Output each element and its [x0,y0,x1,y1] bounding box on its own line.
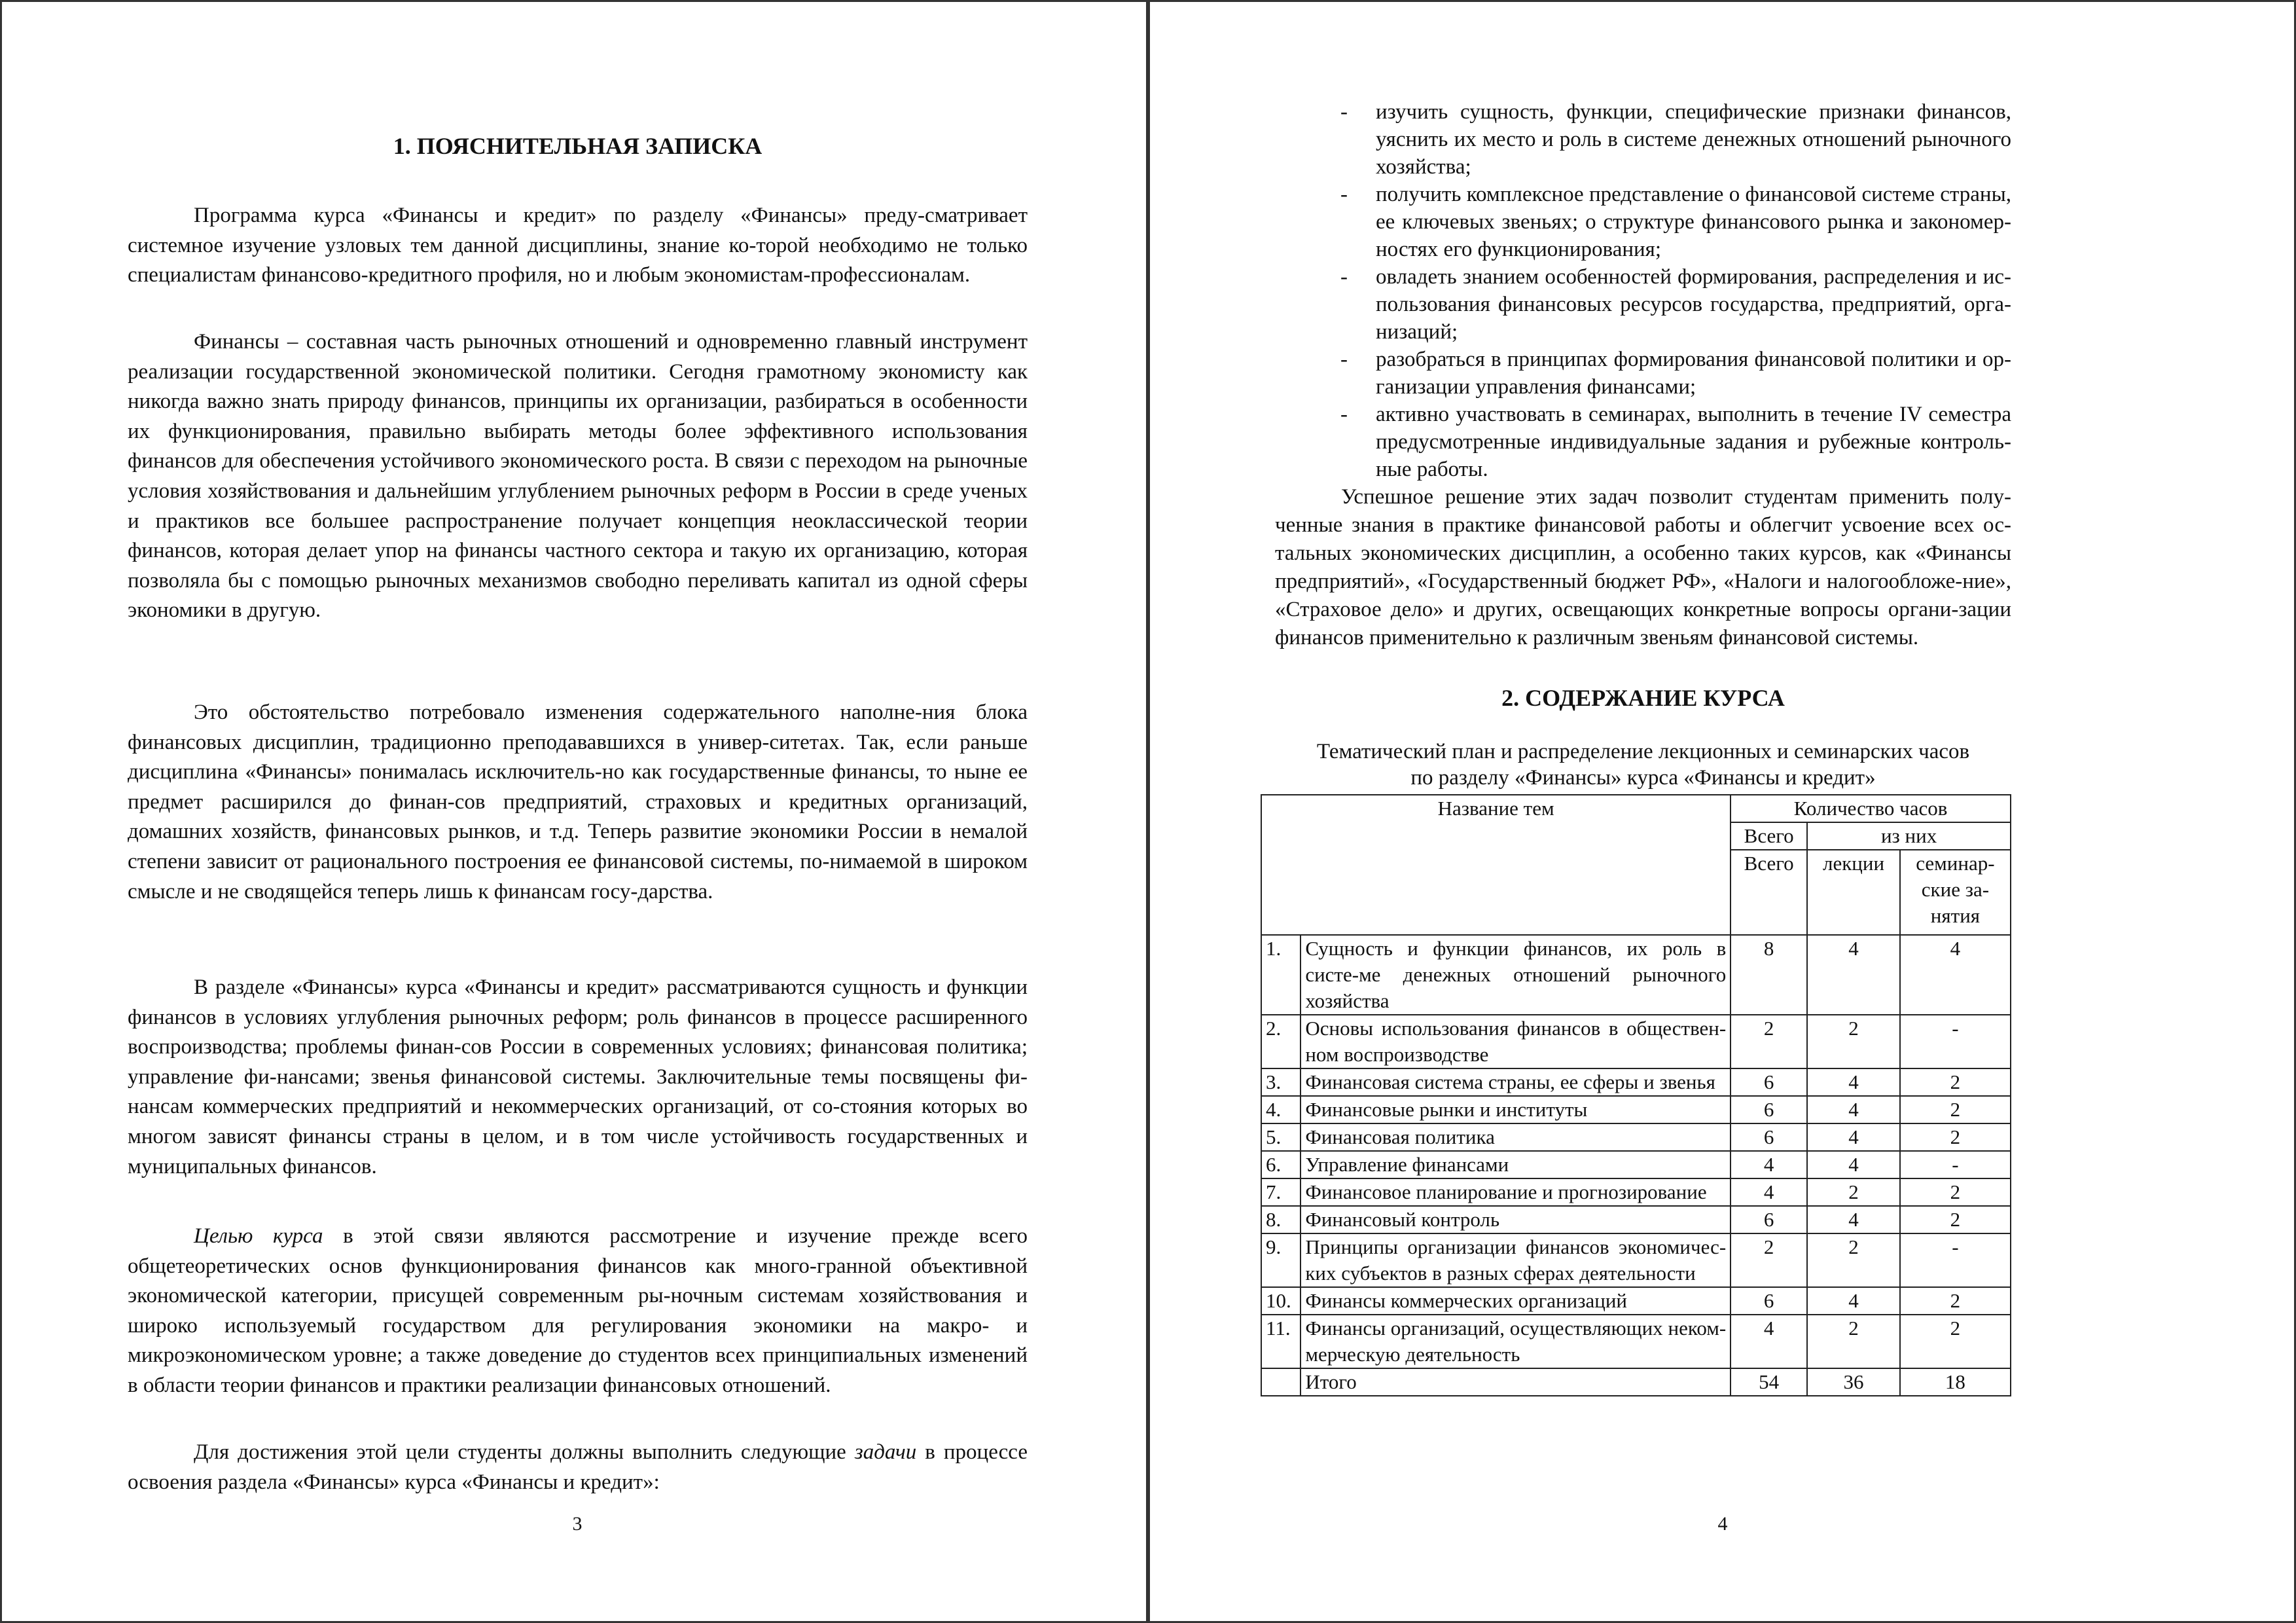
course-goal-text: в этой связи являются рассмотрение и изучение прежде всего общетеоретических основ функционирования финансов как много-гранной объективной экономической категории, присущей современным ры-ночным системам хозяйствования и широко используемый государством для регулирования экономики на макро- и микроэкономическом уровне; а также доведение до студентов всех принципиальных изменений в области теории финансов и практики реализации финансовых отношений. [128,1224,1028,1397]
table-caption-line-2: по разделу «Финансы» курса «Финансы и кредит» [1410,766,1876,790]
row-seminars: 4 [1900,935,2011,1015]
row-lectures: 4 [1807,1068,1900,1096]
row-total: 2 [1731,1233,1807,1287]
row-topic: Сущность и функции финансов, их роль в систе-ме денежных отношений рыночного хозяйства [1300,935,1731,1015]
paragraph-conclusion: Успешное решение этих задач позволит студентам применить полу-ченные знания в практике финансовой работы и облегчит усвоение всех ос-тальных экономических дисциплин, а особенно таких курсов, как «Финансы предприятий», «Государственный бюджет РФ», «Налоги и налогообложе-ние», «Страховое дело» и других, освещающих конкретные вопросы органи-зации финансов применительно к различным звеньям финансовой системы. [1275,485,2011,649]
bullet-dash: - [1340,348,1348,371]
row-total: 8 [1731,935,1807,1015]
section-1-heading: 1. ПОЯСНИТЕЛЬНАЯ ЗАПИСКА [393,133,762,159]
row-total: 4 [1731,1315,1807,1368]
row-topic: Финансовая система страны, ее сферы и звенья [1300,1068,1731,1096]
bullet-dash: - [1340,265,1348,289]
tasks-list [1340,98,2011,483]
row-seminars: - [1900,1151,2011,1178]
row-number: 1. [1261,935,1300,1015]
row-seminars: - [1900,1233,2011,1287]
task-text: изучить сущность, функции, специфические признаки финансов, уяснить их место и роль в системе денежных отношений рыночного хозяйства; [1376,100,2011,179]
total-row-number [1261,1368,1300,1396]
header-total: Всего [1731,822,1807,850]
row-total: 6 [1731,1068,1807,1096]
task-text: получить комплексное представление о финансовой системе страны, ее ключевых звеньях; о структуре финансового рынка и закономер-ностях его функционирования; [1376,183,2011,261]
row-topic: Финансовая политика [1300,1123,1731,1151]
table-row [1261,1233,2011,1287]
row-total: 6 [1731,1123,1807,1151]
page-number-right: 4 [1717,1513,1728,1535]
section-2-heading: 2. СОДЕРЖАНИЕ КУРСА [1501,685,1785,711]
course-goal-term: Целью курса [194,1224,323,1248]
row-lectures: 4 [1807,1096,1900,1123]
row-number: 10. [1261,1287,1300,1315]
tasks-intro-text: Для достижения этой цели студенты должны выполнить следующие [194,1440,846,1464]
row-lectures: 4 [1807,1151,1900,1178]
bullet-dash: - [1340,183,1348,206]
task-item [1340,181,2011,263]
row-number: 7. [1261,1178,1300,1206]
row-topic: Финансовые рынки и институты [1300,1096,1731,1123]
row-total: 2 [1731,1015,1807,1068]
table-row [1261,1015,2011,1068]
paragraph-tasks-intro [128,1438,1028,1497]
row-number: 6. [1261,1151,1300,1178]
header-lectures: лекции [1807,850,1900,935]
table-row [1261,1287,2011,1315]
tasks-term: задачи [854,1440,917,1464]
row-topic: Принципы организации финансов экономичес-ких субъектов в разных сферах деятельности [1300,1233,1731,1287]
row-total: 6 [1731,1096,1807,1123]
task-text: разобраться в принципах формирования финансовой политики и ор-ганизации управления финансами; [1376,348,2011,399]
row-seminars: 2 [1900,1178,2011,1206]
task-item [1340,346,2011,401]
row-total: 6 [1731,1287,1807,1315]
row-topic: Управление финансами [1300,1151,1731,1178]
page-number-left: 3 [572,1513,583,1535]
row-seminars: 2 [1900,1068,2011,1096]
task-item [1340,263,2011,346]
row-lectures: 2 [1807,1315,1900,1368]
row-total: 6 [1731,1206,1807,1233]
row-lectures: 4 [1807,1123,1900,1151]
bullet-dash: - [1340,403,1348,426]
paragraph-section-topics: В разделе «Финансы» курса «Финансы и кредит» рассматриваются сущность и функции финансов в условиях углубления рыночных реформ; роль финансов в процессе расширенного воспроизводства; проблемы финан-сов России в современных условиях; финансовая политика; управление фи-нансами; звенья финансовой системы. Заключительные темы посвящены фи-нансам коммерческих предприятий и некоммерческих организаций, от со-стояния которых во многом зависят финансы страны в целом, и в том числе устойчивость государственных и муниципальных финансов. [128,976,1028,1178]
table-row [1261,935,2011,1015]
row-number: 3. [1261,1068,1300,1096]
table-row [1261,1068,2011,1096]
row-topic: Финансы организаций, осуществляющих неком-мерческую деятельность [1300,1315,1731,1368]
row-lectures: 4 [1807,1287,1900,1315]
total-hours: 54 [1731,1368,1807,1396]
row-lectures: 2 [1807,1178,1900,1206]
table-caption [1275,739,2011,791]
right-page [1148,0,2296,1623]
header-seminars: семинар-ские за-нятия [1900,850,2011,935]
tasks-intro-tail: в процессе освоения раздела «Финансы» курса «Финансы и кредит»: [128,1440,1028,1494]
table-row [1261,1178,2011,1206]
row-topic: Финансовое планирование и прогнозирование [1300,1178,1731,1206]
header-hours: Количество часов [1731,795,2011,822]
row-seminars: 2 [1900,1096,2011,1123]
row-seminars: 2 [1900,1315,2011,1368]
row-seminars: 2 [1900,1206,2011,1233]
paragraph-finance-definition: Финансы – составная часть рыночных отношений и одновременно главный инструмент реализации государственной экономической политики. Сегодня грамотному экономисту как никогда важно знать природу финансов, принципы их организации, разбираться в особенности их функционирования, правильно выбирать методы более эффективного использования финансов для обеспечения устойчивого экономического роста. В связи с переходом на рыночные условия хозяйствования и дальнейшим углублением рыночных реформ в России в среде ученых и практиков все большее распространение получает концепция неоклассической теории финансов, которая делает упор на финансы частного сектора и такую их организацию, которая позволяла бы с помощью рыночных механизмов свободно переливать капитал из одной сферы экономики в другую. [128,330,1028,623]
row-lectures: 4 [1807,1206,1900,1233]
header-total-2: Всего [1731,850,1807,935]
table-total-row [1261,1368,2011,1396]
table-row [1261,1151,2011,1178]
paragraph-curriculum-change: Это обстоятельство потребовало изменения содержательного наполне-ния блока финансовых дисциплин, традиционно преподававшихся в универ-ситетах. Так, если раньше дисциплина «Финансы» понималась исключитель-но как государственные финансы, то ныне ее предмет расширился до финан-сов предприятий, страховых и кредитных организаций, домашних хозяйств, финансовых рынков, и т.д. Теперь развитие экономики России в немалой степени зависит от рационального построения ее финансовой системы, по-нимаемой в широком смысле и не сводящейся теперь лишь к финансам госу-дарства. [128,701,1028,903]
paragraph-intro: Программа курса «Финансы и кредит» по разделу «Финансы» преду-сматривает системное изучение узловых тем данной дисциплины, знание ко-торой необходимо не только специалистам финансово-кредитного профиля, но и любым экономистам-профессионалам. [128,204,1028,287]
row-number: 9. [1261,1233,1300,1287]
table-caption-line-1: Тематический план и распределение лекционных и семинарских часов [1316,740,1970,763]
row-number: 11. [1261,1315,1300,1368]
row-seminars: 2 [1900,1287,2011,1315]
row-seminars: - [1900,1015,2011,1068]
table-row [1261,1096,2011,1123]
row-topic: Финансы коммерческих организаций [1300,1287,1731,1315]
task-text: активно участвовать в семинарах, выполнить в течение IV семестра предусмотренные индивидуальные задания и рубежные контроль-ные работы. [1376,403,2011,481]
task-item [1340,401,2011,483]
total-label: Итого [1300,1368,1731,1396]
row-lectures: 2 [1807,1233,1900,1287]
table-row [1261,1315,2011,1368]
header-topic-names: Название тем [1261,795,1731,935]
total-seminars: 18 [1900,1368,2011,1396]
paragraph-course-goal [128,1222,1028,1401]
thematic-plan-table [1261,794,2011,1396]
total-lectures: 36 [1807,1368,1900,1396]
row-seminars: 2 [1900,1123,2011,1151]
row-lectures: 2 [1807,1015,1900,1068]
task-item [1340,98,2011,181]
table-header-row [1261,795,2011,822]
row-number: 4. [1261,1096,1300,1123]
row-lectures: 4 [1807,935,1900,1015]
table-row [1261,1123,2011,1151]
table-row [1261,1206,2011,1233]
row-number: 8. [1261,1206,1300,1233]
row-number: 2. [1261,1015,1300,1068]
header-of-which: из них [1807,822,2011,850]
row-topic: Финансовый контроль [1300,1206,1731,1233]
row-total: 4 [1731,1151,1807,1178]
bullet-dash: - [1340,100,1348,124]
row-number: 5. [1261,1123,1300,1151]
row-topic: Основы использования финансов в обществен-ном воспроизводстве [1300,1015,1731,1068]
row-total: 4 [1731,1178,1807,1206]
task-text: овладеть знанием особенностей формирования, распределения и ис-пользования финансовых ресурсов государства, предприятий, орга-низаций; [1376,265,2011,344]
